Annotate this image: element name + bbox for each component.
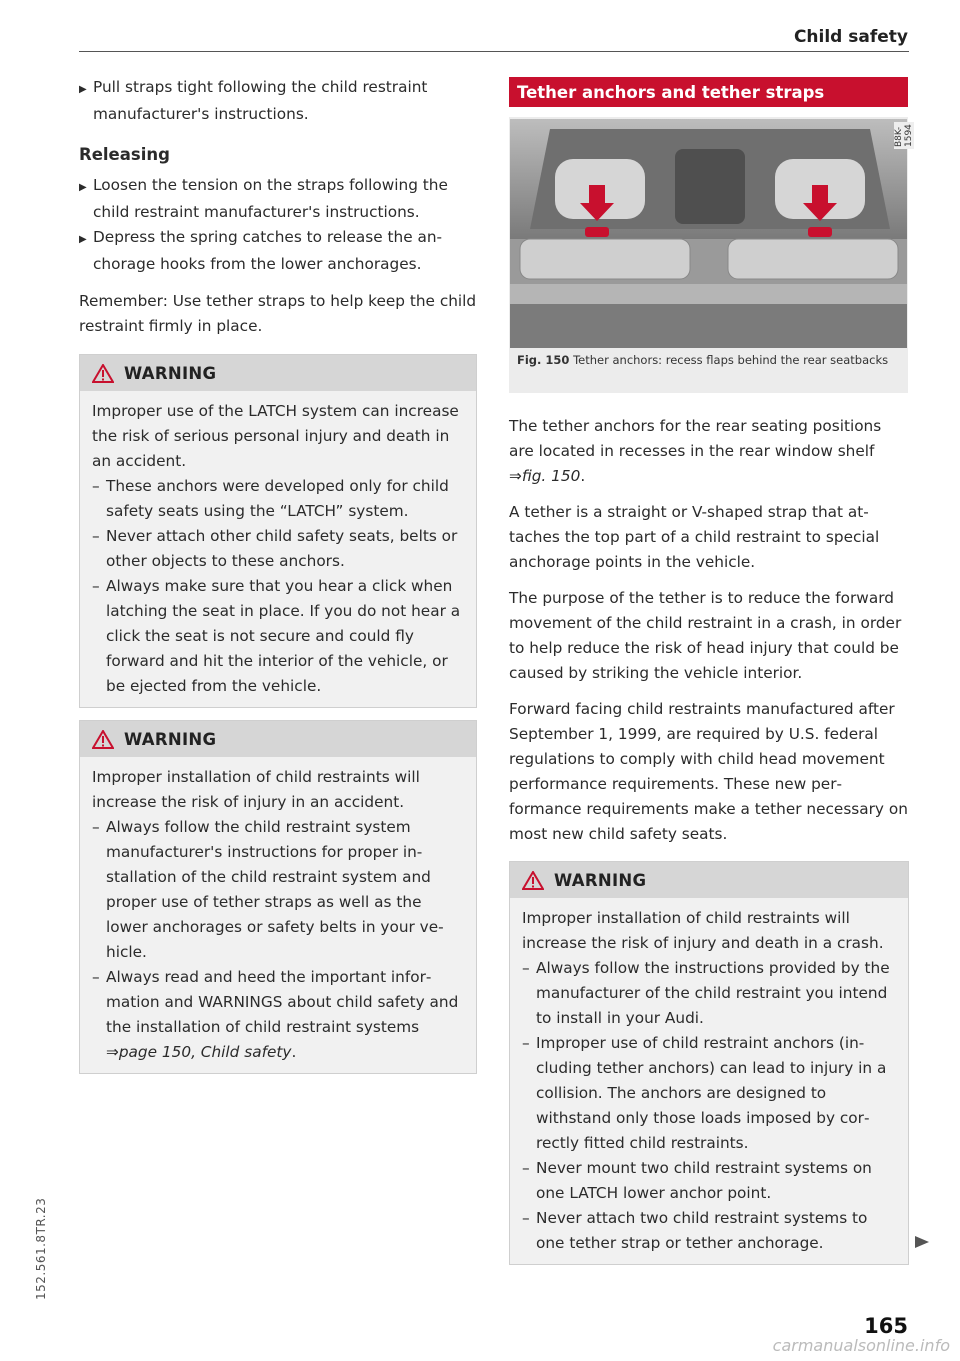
warning-item: – Always follow the instructions provided by the manufacturer of the child restraint you intend to install in your Audi. bbox=[522, 959, 890, 1027]
warning-label: WARNING bbox=[124, 729, 217, 749]
bullet-triangle-icon: ▶ bbox=[79, 182, 87, 193]
warning-header bbox=[510, 862, 908, 898]
warning-intro: Improper installation of child restraints will increase the risk of injury and death in a crash. bbox=[522, 909, 884, 952]
body-paragraph: Forward facing child restraints manufactured after September 1, 1999, are required by U.S. federal regulations to comply with child head movement performance requirements. These new performance requirements make a tether necessary on most new child safety seats. bbox=[509, 700, 908, 843]
warning-item: – Always make sure that you hear a click when latching the seat in place. If you do not hear a click the seat is not secure and could fly forward and hit the interior of the vehicle, or be ejected from the vehicle. bbox=[92, 577, 461, 695]
warning-box-tether bbox=[509, 861, 909, 1265]
remember-text: Remember: Use tether straps to help keep the child restraint firmly in place. bbox=[79, 292, 477, 335]
warning-label: WARNING bbox=[554, 870, 647, 890]
document-code: 152.561.8TR.23 bbox=[34, 1197, 48, 1300]
body-paragraph-end: . bbox=[580, 467, 586, 485]
warning-item: – These anchors were developed only for child safety seats using the “LATCH” system. bbox=[92, 477, 449, 520]
releasing-bullet-text: Loosen the tension on the straps following the child restraint manufacturer's instructions. bbox=[93, 176, 448, 221]
warning-item-text: Always read and heed the important information and WARNINGS about child safety and the installation of child restraint systems bbox=[106, 968, 459, 1036]
warning-triangle-icon bbox=[92, 730, 114, 749]
warning-item-text: Never mount two child restraint systems on one LATCH lower anchor point. bbox=[536, 1159, 872, 1202]
releasing-bullet-text: Depress the spring catches to release the anchorage hooks from the lower anchorages. bbox=[93, 228, 443, 273]
bullet-triangle-icon: ▶ bbox=[79, 234, 87, 245]
intro-bullet bbox=[79, 75, 477, 127]
warning-item-end: . bbox=[291, 1043, 297, 1061]
section-header-title: Child safety bbox=[793, 27, 908, 47]
body-paragraph bbox=[509, 414, 909, 489]
warning-label: WARNING bbox=[124, 363, 217, 383]
warning-intro: Improper use of the LATCH system can increase the risk of serious personal injury and death in an accident. bbox=[92, 402, 459, 470]
figure-code: B8K-1594 bbox=[894, 124, 914, 147]
warning-triangle-icon bbox=[92, 364, 114, 383]
warning-item-text: Always make sure that you hear a click when latching the seat in place. If you do not hear a click the seat is not secure and could fly forward and hit the interior of the vehicle, or be ejected from the vehicle. bbox=[106, 577, 461, 695]
body-paragraph-text: The tether anchors for the rear seating positions are located in recesses in the rear window shelf bbox=[509, 417, 882, 460]
right-body-text bbox=[509, 414, 909, 1265]
intro-bullet-text: Pull straps tight following the child restraint manufacturer's instructions. bbox=[93, 78, 428, 123]
warning-item-text: Never attach two child restraint systems to one tether strap or tether anchorage. bbox=[536, 1209, 868, 1252]
warning-box-latch bbox=[79, 354, 477, 708]
warning-item: – Always follow the child restraint system manufacturer's instructions for proper installation of the child restraint system and proper use of tether straps as well as the lower anchorages or safety belts in your vehicle. bbox=[92, 818, 444, 961]
warning-body bbox=[80, 757, 476, 1073]
body-paragraph: The purpose of the tether is to reduce the forward movement of the child restraint in a crash, in order to help reduce the risk of head injury that could be caused by striking the vehicle interior. bbox=[509, 589, 902, 682]
warning-item: – Never attach two child restraint systems to one tether strap or tether anchorage. bbox=[522, 1209, 868, 1252]
watermark: carmanualsonline.info bbox=[772, 1336, 950, 1355]
bullet-triangle-icon: ▶ bbox=[79, 84, 87, 95]
releasing-bullet bbox=[79, 225, 477, 277]
left-column bbox=[79, 75, 477, 1074]
warning-item-text: Never attach other child safety seats, belts or other objects to these anchors. bbox=[106, 527, 458, 570]
body-paragraph: A tether is a straight or V-shaped strap that attaches the top part of a child restraint to special anchorage points in the vehicle. bbox=[509, 503, 880, 571]
header-rule bbox=[79, 51, 909, 52]
figure-caption-text: Tether anchors: recess flaps behind the rear seatbacks bbox=[573, 353, 889, 367]
warning-triangle-icon bbox=[522, 871, 544, 890]
figure-150 bbox=[509, 117, 914, 393]
releasing-bullet bbox=[79, 173, 477, 225]
page-number: 165 bbox=[864, 1314, 908, 1338]
releasing-heading: Releasing bbox=[79, 145, 170, 164]
warning-item: – Improper use of child restraint anchors (including tether anchors) can lead to injury in a collision. The anchors are designed to withstand only those loads imposed by correctly fitted child restraints. bbox=[522, 1034, 887, 1152]
figure-caption bbox=[517, 351, 902, 370]
warning-item-text: Always follow the child restraint system manufacturer's instructions for proper installation of the child restraint system and proper use of tether straps as well as the lower anchorages or safety belts in your vehicle. bbox=[106, 818, 444, 961]
warning-item-text: Always follow the instructions provided by the manufacturer of the child restraint you intend to install in your Audi. bbox=[536, 959, 890, 1027]
warning-body bbox=[510, 898, 908, 1264]
figure-caption-label: Fig. 150 bbox=[517, 353, 570, 367]
rear-shelf-illustration bbox=[510, 119, 907, 348]
page-reference-link[interactable]: ⇒page 150, Child safety bbox=[106, 1043, 292, 1061]
warning-box-installation bbox=[79, 720, 477, 1074]
figure-reference-link[interactable]: ⇒fig. 150 bbox=[509, 467, 581, 485]
continue-arrow-icon bbox=[915, 1236, 929, 1248]
warning-item: – Always read and heed the important information and WARNINGS about child safety and the installation of child restraint systems ⇒page 150, Child safety. bbox=[92, 968, 459, 1061]
warning-item-text: Improper use of child restraint anchors (including tether anchors) can lead to injury in a collision. The anchors are designed to withstand only those loads imposed by correctly fitted child restraints. bbox=[536, 1034, 887, 1152]
warning-item: – Never attach other child safety seats, belts or other objects to these anchors. bbox=[92, 527, 458, 570]
warning-body bbox=[80, 391, 476, 707]
warning-item-text: These anchors were developed only for child safety seats using the “LATCH” system. bbox=[106, 477, 449, 520]
section-heading-bar: Tether anchors and tether straps bbox=[509, 77, 908, 107]
warning-item: – Never mount two child restraint systems on one LATCH lower anchor point. bbox=[522, 1159, 872, 1202]
warning-header bbox=[80, 721, 476, 757]
warning-header bbox=[80, 355, 476, 391]
warning-intro: Improper installation of child restraints will increase the risk of injury in an accident. bbox=[92, 768, 420, 811]
